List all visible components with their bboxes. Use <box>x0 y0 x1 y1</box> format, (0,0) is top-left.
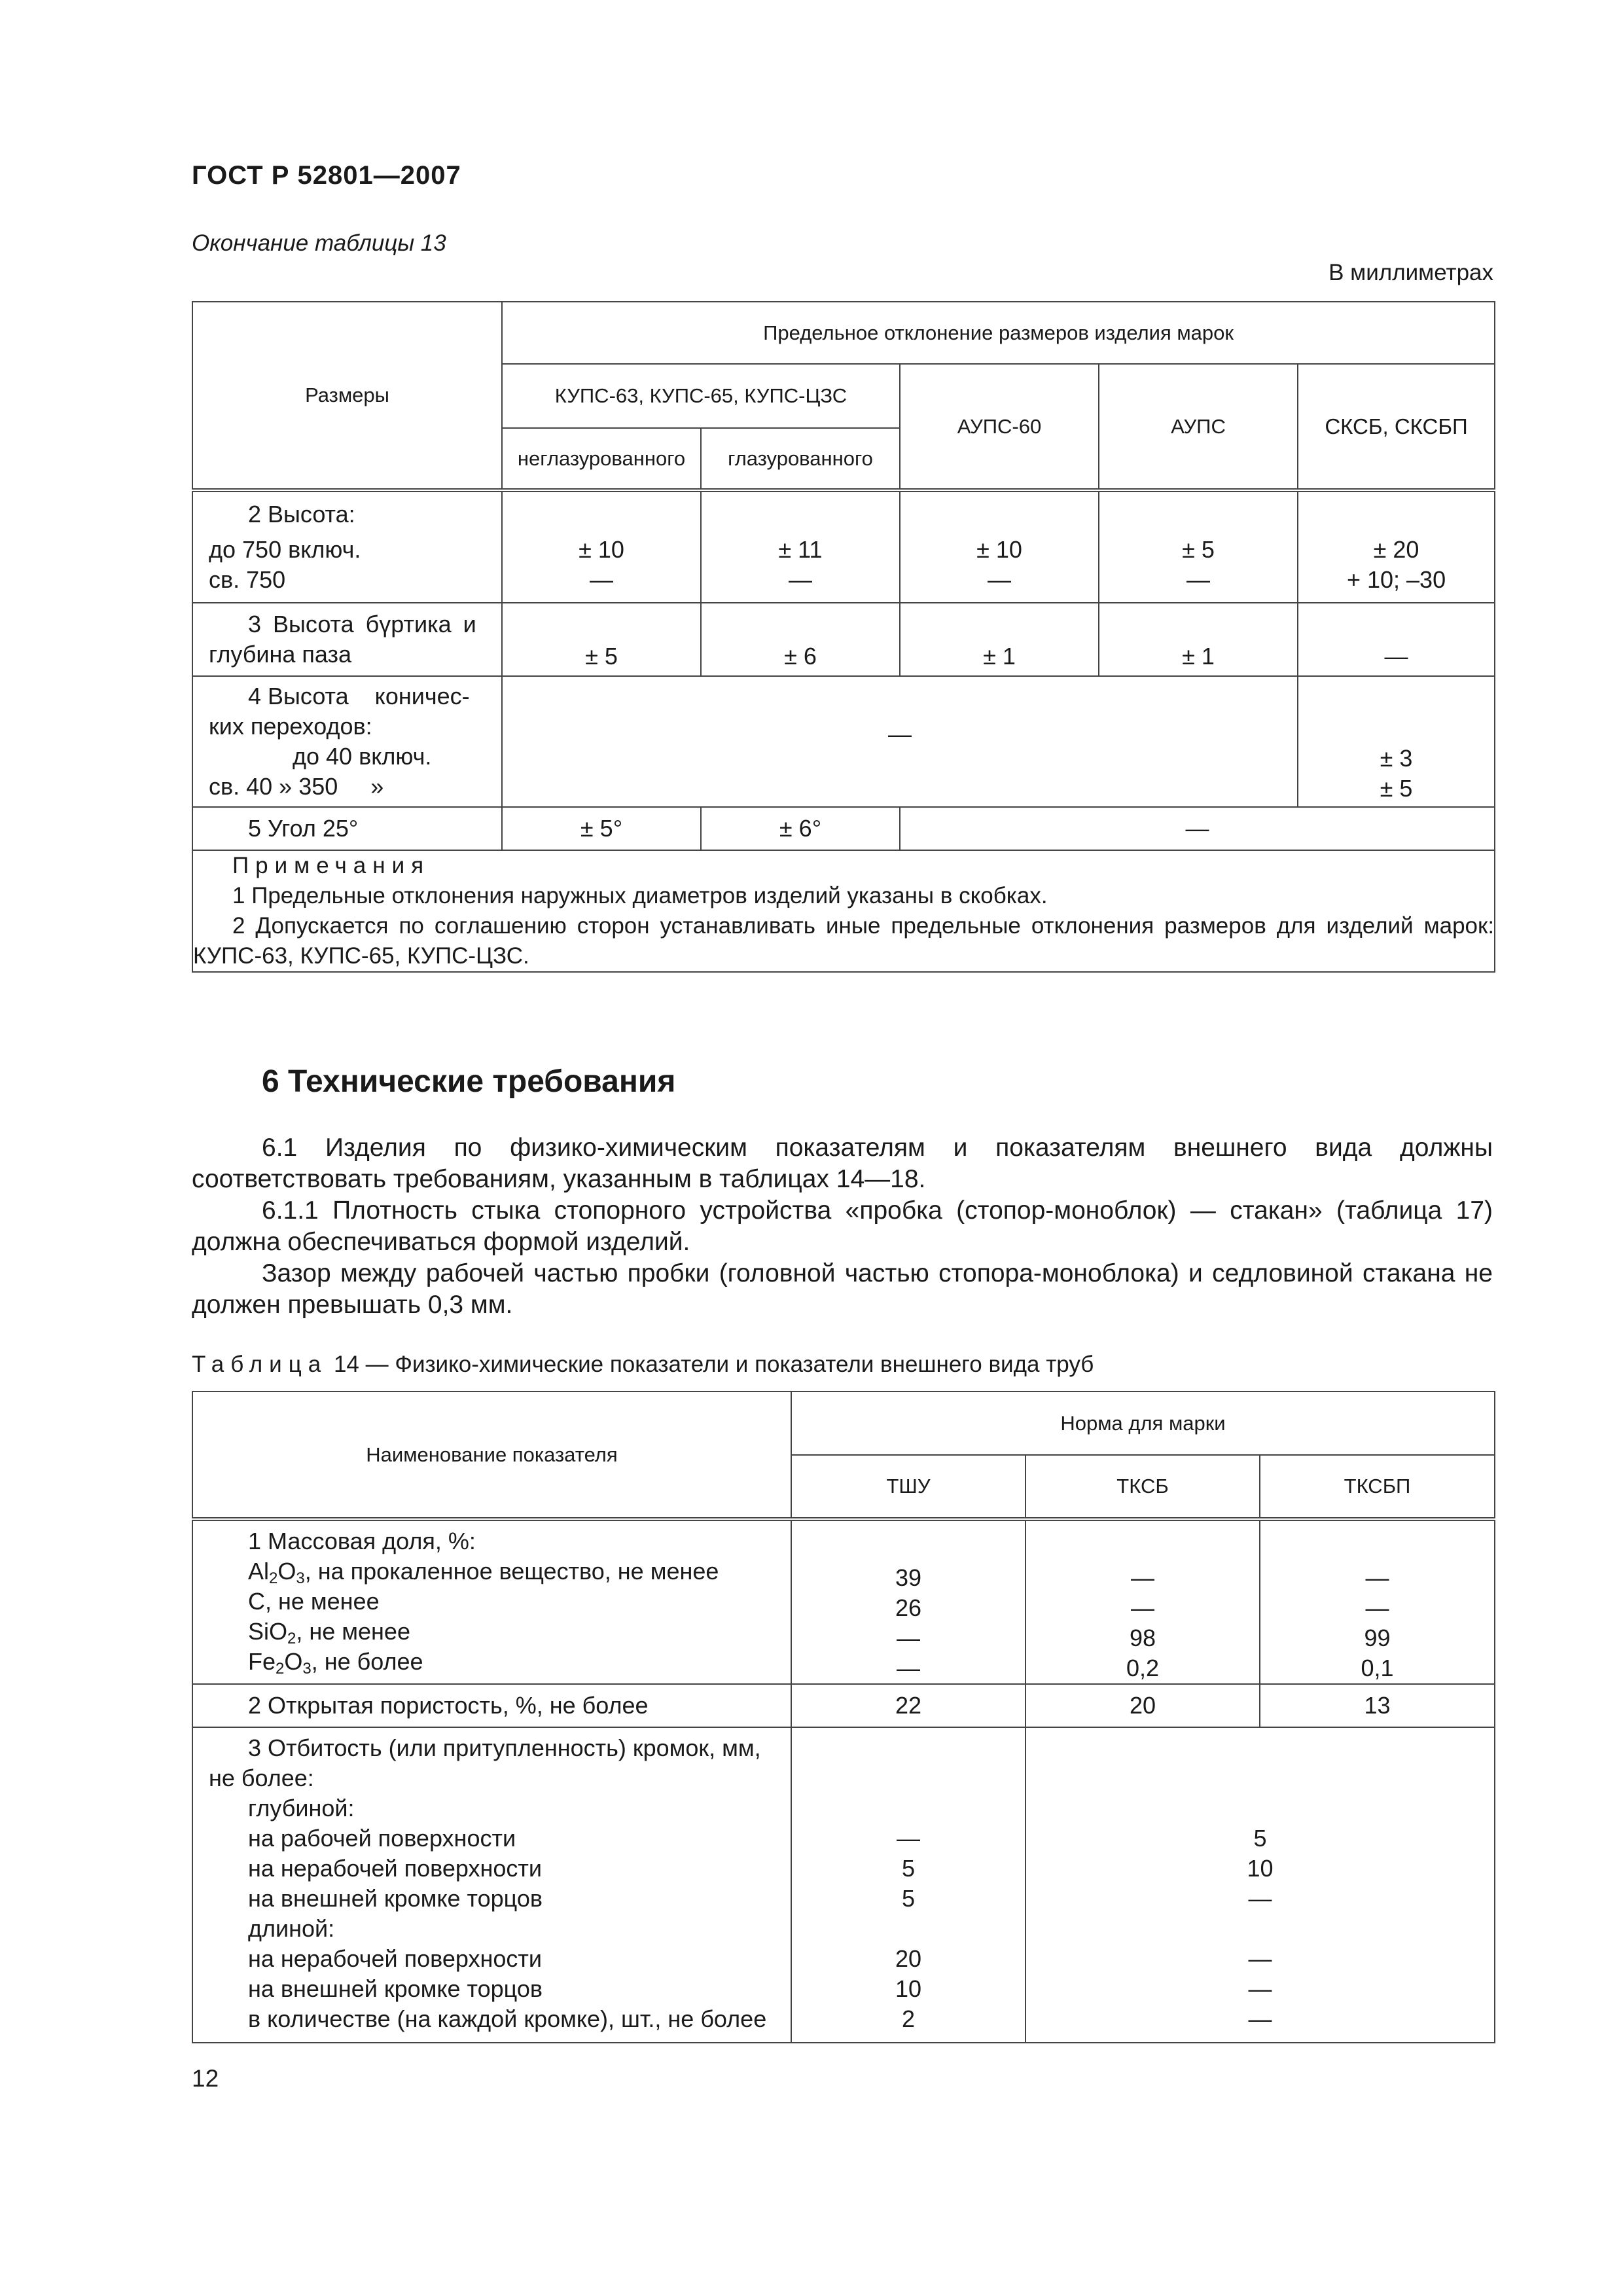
col-header-dims: Размеры <box>192 302 502 490</box>
text: , на прокаленное вещество, не менее <box>304 1558 719 1585</box>
cell: — <box>1365 1594 1389 1621</box>
cell: — <box>897 1624 920 1651</box>
cell: ± 10 <box>976 536 1022 563</box>
cell: — <box>1131 1564 1154 1591</box>
cell: ± 3 <box>1380 745 1413 772</box>
cell-tksbp <box>1260 1519 1495 1684</box>
subscript: 3 <box>302 1660 312 1677</box>
col-header-tshu: ТШУ <box>791 1455 1026 1519</box>
cell: 2 <box>901 2005 916 2032</box>
cell: ± 5 <box>1380 775 1413 802</box>
col-header-unglazed: неглазурованного <box>502 428 701 490</box>
cell: ± 10 <box>579 536 624 563</box>
cell: ± 5 <box>502 603 701 676</box>
cell: — <box>1131 1594 1154 1621</box>
notes-title: Примечания <box>232 853 431 878</box>
row-title: 3 Высота бүртика и <box>248 611 476 637</box>
col-header-tksbp: ТКСБП <box>1260 1455 1495 1519</box>
note-2: 2 Допускается по соглашению сторон устанавливать иные предельные отклонения размеров для изделий марок: КУПС-63, КУПС-65, КУПС-ЦЗС. <box>193 913 1495 969</box>
table-row <box>192 1727 1495 2043</box>
row-sub: на нерабочей поверхности <box>248 1945 542 1972</box>
row-title: 1 Массовая доля, %: <box>248 1528 476 1554</box>
caption-word: Таблица <box>192 1352 328 1377</box>
table-row <box>192 603 1495 676</box>
row-title: 3 Отбитость (или притупленность) кромок, мм, <box>248 1734 761 1761</box>
row-sub: на внешней кромке торцов <box>248 1975 543 2002</box>
row-sub: до 750 включ. <box>209 536 361 563</box>
cell-tshu <box>791 1519 1026 1684</box>
cell: — <box>1248 1885 1272 1912</box>
cell: — <box>789 566 812 593</box>
cell: 22 <box>791 1684 1026 1727</box>
col-header-kups: КУПС-63, КУПС-65, КУПС-ЦЗС <box>502 364 900 428</box>
row-sub <box>209 1556 777 1587</box>
row-sub: св. 40 » 350 » <box>209 773 384 800</box>
cell: — <box>897 1825 920 1852</box>
cell: 26 <box>895 1594 922 1621</box>
cell: ± 6 <box>701 603 900 676</box>
table-row <box>192 1519 1495 1684</box>
cell: — <box>1248 1945 1272 1972</box>
row-sub: глубиной: <box>248 1795 355 1821</box>
text: SiO <box>248 1618 288 1645</box>
cell: ± 5° <box>502 807 701 850</box>
cell: + 10; –30 <box>1346 566 1446 593</box>
cell-tksb <box>1026 1519 1260 1684</box>
section-title: 6 Технические требования <box>262 1064 676 1099</box>
subscript: 3 <box>296 1570 305 1587</box>
row-sub: на рабочей поверхности <box>248 1825 516 1852</box>
text: Al <box>248 1558 270 1585</box>
row-sub: длиной: <box>248 1915 335 1942</box>
text: O <box>284 1648 303 1675</box>
row-sub: ких переходов: <box>209 713 372 740</box>
row-title: 2 Высота: <box>248 501 355 528</box>
table-14-caption <box>192 1352 1094 1378</box>
row-label <box>192 676 502 807</box>
cell: 5 <box>901 1855 916 1882</box>
cell: 5 <box>901 1885 916 1912</box>
table-14 <box>192 1391 1495 2043</box>
units-label: В миллиметрах <box>1329 260 1493 285</box>
document-header: ГОСТ Р 52801—2007 <box>192 161 461 190</box>
cell: — <box>1248 2005 1272 2032</box>
cell: 0,2 <box>1126 1655 1160 1681</box>
cell: — <box>1365 1564 1389 1591</box>
row-label <box>192 603 502 676</box>
row-sub: до 40 включ. <box>293 743 432 770</box>
row-sub: св. 750 <box>209 566 286 593</box>
cell: ± 1 <box>1099 603 1298 676</box>
table-row <box>192 490 1495 603</box>
subscript: 2 <box>269 1570 278 1587</box>
cell: 0,1 <box>1361 1655 1394 1681</box>
row-sub: глубина паза <box>209 641 352 668</box>
row-title: 2 Открытая пористость, %, не более <box>248 1692 649 1719</box>
table-row <box>192 1684 1495 1727</box>
cell: 10 <box>1247 1855 1274 1882</box>
col-header-sksb: СКСБ, СКСБП <box>1298 364 1495 490</box>
cell: 10 <box>895 1975 922 2002</box>
cell: 39 <box>895 1564 922 1591</box>
row-sub: на внешней кромке торцов <box>248 1885 543 1912</box>
cell: ± 5 <box>1182 536 1215 563</box>
table-13 <box>192 301 1495 973</box>
cell: — <box>590 566 613 593</box>
col-header-group: Предельное отклонение размеров изделия марок <box>502 302 1495 364</box>
paragraph-6-1-1: 6.1.1 Плотность стыка стопорного устройства «пробка (стопор-моноблок) — стакан» (таблица 17) должна обеспечиваться формой изделий. <box>192 1196 1493 1256</box>
table-row <box>192 676 1495 807</box>
cell-merged: — <box>502 676 1298 807</box>
cell: 99 <box>1364 1624 1391 1651</box>
col-header-aups60: АУПС-60 <box>900 364 1099 490</box>
table-notes-row <box>192 850 1495 972</box>
row-label <box>192 807 502 850</box>
note-1: 1 Предельные отклонения наружных диаметров изделий указаны в скобках. <box>232 883 1048 908</box>
text: O <box>277 1558 296 1585</box>
caption-text: 14 — Физико-химические показатели и показатели внешнего вида труб <box>327 1352 1094 1377</box>
row-sub <box>209 1617 777 1647</box>
table-continuation-label: Окончание таблицы 13 <box>192 230 446 256</box>
cell: 20 <box>895 1945 922 1972</box>
page-number: 12 <box>192 2065 219 2092</box>
cell-tshu <box>791 1727 1026 2043</box>
cell: — <box>1186 566 1210 593</box>
row-label <box>192 1684 791 1727</box>
col-header-aups: АУПС <box>1099 364 1298 490</box>
row-sub <box>209 1647 777 1677</box>
cell: ± 6° <box>701 807 900 850</box>
cell: 20 <box>1026 1684 1260 1727</box>
paragraph-6-1: 6.1 Изделия по физико-химическим показателям и показателям внешнего вида должны соответствовать требованиям, указанным в таблицах 14—18. <box>192 1134 1493 1193</box>
row-sub: не более: <box>209 1765 314 1791</box>
text: , не менее <box>296 1618 410 1645</box>
cell: ± 1 <box>900 603 1099 676</box>
row-sub: С, не менее <box>248 1588 380 1615</box>
row-sub: в количестве (на каждой кромке), шт., не более <box>248 2005 767 2032</box>
row-title: 5 Угол 25° <box>248 815 359 842</box>
cell: 98 <box>1129 1624 1156 1651</box>
row-title: 4 Высота коничес- <box>248 683 470 709</box>
text: , не более <box>311 1648 423 1675</box>
table-row <box>192 807 1495 850</box>
cell-merged: — <box>900 807 1495 850</box>
cell: 13 <box>1260 1684 1495 1727</box>
text: Fe <box>248 1648 276 1675</box>
row-label <box>192 490 502 603</box>
cell: — <box>988 566 1011 593</box>
cell-tksb-tksbp <box>1026 1727 1495 2043</box>
cell: — <box>897 1655 920 1681</box>
cell: 5 <box>1253 1825 1267 1852</box>
paragraph-gap: Зазор между рабочей частью пробки (головной частью стопора-моноблока) и седловиной стакана не должен превышать 0,3 мм. <box>192 1259 1493 1319</box>
col-header-group: Норма для марки <box>791 1391 1495 1455</box>
col-header-tksb: ТКСБ <box>1026 1455 1260 1519</box>
col-header-glazed: глазурованного <box>701 428 900 490</box>
col-header-name: Наименование показателя <box>192 1391 791 1519</box>
subscript: 2 <box>287 1630 296 1647</box>
subscript: 2 <box>276 1660 285 1677</box>
cell: ± 11 <box>778 536 823 563</box>
cell: ± 20 <box>1373 536 1419 563</box>
cell: — <box>1298 603 1495 676</box>
row-label <box>192 1727 791 2043</box>
row-sub: на нерабочей поверхности <box>248 1855 542 1882</box>
cell: — <box>1248 1975 1272 2002</box>
row-label <box>192 1519 791 1684</box>
table-notes <box>192 850 1495 972</box>
